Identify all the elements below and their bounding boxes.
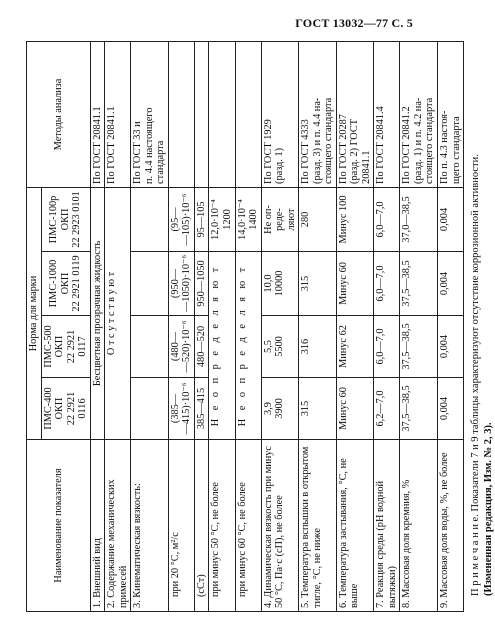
value-cell: [438, 252, 464, 316]
method-cell: [131, 41, 169, 187]
value-cell: [299, 316, 337, 378]
value-cell: [194, 252, 209, 316]
value-cell: [299, 378, 337, 440]
table-row: [336, 41, 374, 611]
value-cell: [194, 187, 209, 251]
grade-okp-label: ОКП: [59, 208, 71, 231]
method-line: По ГОСТ 33 и: [132, 121, 144, 184]
grade-header: [41, 252, 90, 316]
value-line: Минус 100: [337, 195, 349, 244]
value-line: 950—1050: [195, 260, 207, 307]
method-line: (разд. 1): [274, 147, 286, 184]
value-cell: [374, 187, 400, 251]
grade-okp-label: ОКП: [54, 397, 66, 420]
table-row: [105, 41, 131, 611]
value-cell: [194, 378, 209, 440]
grade-name: ПМС-1000: [48, 259, 60, 308]
value-cell: [438, 187, 464, 251]
method-cell: [168, 41, 194, 187]
grade-okp-code: 22 2921 0116: [65, 391, 89, 426]
value-line: 37,0—38,5: [401, 196, 413, 243]
indicator-cell: при 20 °С, м²/с: [168, 440, 194, 612]
method-cell: [105, 41, 131, 187]
value-cell: [336, 252, 374, 316]
value-cell: [261, 187, 299, 251]
value-line: Минус 60: [337, 262, 349, 305]
method-line: п. 4.4 настоящего: [143, 107, 155, 184]
value-cell: [168, 316, 194, 378]
table-row: [400, 41, 438, 611]
value-cell: [131, 378, 169, 440]
value-line: —105)·10⁻⁶: [181, 193, 193, 246]
value-cell: [209, 187, 235, 251]
method-cell: [235, 41, 261, 187]
value-line: 95—105: [195, 201, 207, 238]
method-line: По ГОСТ 1929: [262, 119, 274, 184]
value-cell: [336, 378, 374, 440]
merged-value-cell: Н е о п р е д е л я ю т: [209, 252, 235, 440]
value-cell: [168, 187, 194, 251]
method-line: щего стандарта: [450, 116, 462, 184]
value-line: 6,0—7,0: [375, 265, 387, 302]
indicator-cell: 3. Кинематическая вязкость:: [131, 440, 169, 612]
indicator-cell: 1. Внешний вид: [90, 440, 105, 612]
table-note: [469, 42, 495, 612]
value-cell: [168, 378, 194, 440]
value-cell: [336, 316, 374, 378]
value-line: Минус 60: [337, 387, 349, 430]
indicator-cell: 8. Массовая доля кремния, %: [400, 440, 438, 612]
table-row: [209, 41, 235, 611]
value-cell: [400, 378, 438, 440]
method-cell: [299, 41, 337, 187]
method-cell: [194, 41, 209, 187]
value-line: 37,5—38,5: [401, 260, 413, 307]
value-line: 14,0·10⁻⁴: [236, 199, 248, 240]
indicator-cell: при минус 60 °С, не более: [235, 440, 261, 612]
value-line: 0,004: [439, 207, 450, 232]
value-cell: [400, 316, 438, 378]
value-cell: [336, 187, 374, 251]
method-line: стандарта: [155, 140, 167, 184]
value-line: 5500: [274, 336, 286, 357]
value-line: (950—: [169, 268, 181, 299]
method-line: По ГОСТ 20841.1: [106, 106, 118, 184]
value-cell: [299, 252, 337, 316]
value-line: 10,0: [262, 274, 274, 293]
value-line: 0,004: [439, 396, 450, 421]
value-line: (480—: [169, 331, 181, 362]
grade-name: ПМС-500: [42, 325, 54, 368]
indicator-cell: 9. Массовая доля воды, %, не более: [438, 440, 464, 612]
value-line: —415)·10⁻⁶: [181, 382, 193, 435]
rotated-content: [26, 42, 495, 612]
method-header: Методы анализа: [27, 41, 91, 187]
table-row: [261, 41, 299, 611]
grade-okp-label: ОКП: [54, 335, 66, 358]
value-line: 316: [300, 338, 312, 355]
indicator-cell: 4. Динамическая вязкость при минус 50 °С, Па·с (сП), не более: [261, 440, 299, 612]
value-cell: [235, 187, 261, 251]
grade-okp-label: ОКП: [59, 272, 71, 295]
value-line: 0,004: [439, 334, 450, 359]
grade-header: [41, 316, 90, 378]
value-cell: [131, 252, 169, 316]
value-line: ляют: [285, 208, 297, 231]
grade-name: ПМС-100р: [48, 195, 60, 244]
value-line: (95—: [169, 207, 181, 232]
value-cell: [261, 252, 299, 316]
value-cell: [194, 316, 209, 378]
value-line: Минус 62: [337, 325, 349, 368]
table-row: [131, 41, 169, 611]
value-cell: [374, 252, 400, 316]
grade-okp-code: 22 2923 0101: [71, 191, 83, 248]
indicator-cell: при минус 50 °С, не более: [209, 440, 235, 612]
note-text: Показатели 7 и 9 таблицы характеризуют отсутствие коррозионной активности.: [470, 154, 482, 515]
value-line: 1400: [248, 209, 260, 230]
grade-name: ПМС-400: [42, 387, 54, 430]
value-cell: [400, 187, 438, 251]
grade-okp-code: 22 2921 0117: [65, 329, 89, 364]
value-line: 315: [300, 275, 312, 292]
value-line: (385—: [169, 393, 181, 424]
method-cell: [90, 41, 105, 187]
method-line: стоящего стандарта: [424, 97, 436, 184]
value-cell: [261, 378, 299, 440]
value-line: 37,5—38,5: [401, 323, 413, 370]
table-row: [235, 41, 261, 611]
method-line: По ГОСТ 20841.4: [375, 106, 387, 184]
rotated-table-stage: [26, 42, 495, 612]
value-cell: [168, 252, 194, 316]
indicator-cell: (сСт): [194, 440, 209, 612]
grade-okp-code: 22 2921 0119: [71, 255, 83, 312]
value-line: 37,5—38,5: [401, 385, 413, 432]
method-line: По ГОСТ 20841.1: [91, 106, 103, 184]
table-row: [168, 41, 194, 611]
edition-note: (Измененная редакция, Изм. № 2, 3).: [483, 422, 495, 596]
value-line: 3,9: [262, 402, 274, 415]
note-prefix: П р и м е ч а н и е.: [470, 514, 482, 596]
value-line: —1050)·10⁻⁶: [181, 254, 193, 312]
value-line: 3900: [274, 398, 286, 419]
value-line: 6,0—7,0: [375, 201, 387, 238]
value-cell: [261, 316, 299, 378]
norm-group-header: Норма для марки: [27, 187, 42, 439]
value-line: —520)·10⁻⁶: [181, 320, 193, 373]
value-line: 6,2—7,0: [375, 390, 387, 427]
method-line: (разд. 2) ГОСТ: [349, 118, 361, 184]
method-cell: [209, 41, 235, 187]
spec-table-body: [90, 41, 463, 611]
indicator-cell: 5. Температура вспышки в открытом тигле, °С, не ниже: [299, 440, 337, 612]
value-line: реде-: [274, 208, 286, 231]
merged-value-cell: Бесцветная прозрачная жидкость: [90, 187, 105, 439]
value-cell: [374, 378, 400, 440]
method-cell: [400, 41, 438, 187]
method-line: По ГОСТ 20841.2: [401, 106, 413, 184]
method-cell: [438, 41, 464, 187]
value-line: 0,004: [439, 271, 450, 296]
value-line: 10000: [274, 270, 286, 297]
value-line: 480—520: [195, 325, 207, 368]
value-line: 5,5: [262, 340, 274, 353]
value-cell: [131, 316, 169, 378]
merged-value-cell: Н е о п р е д е л я ю т: [235, 252, 261, 440]
method-line: (разд. 3) и п. 4.4 на-: [311, 97, 323, 184]
value-line: 385—415: [195, 387, 207, 430]
value-line: Не оп-: [262, 205, 274, 234]
value-line: 315: [300, 400, 312, 417]
indicator-cell: 6. Температура застывания, °С, не выше: [336, 440, 374, 612]
method-line: (разд. 1) и п. 4.2 на-: [412, 97, 424, 184]
merged-value-cell: О т с у т с т в у ю т: [105, 187, 131, 439]
indicator-header: Наименование показателя: [27, 440, 91, 612]
table-row: [194, 41, 209, 611]
indicator-cell: 2. Содержание механических примесей: [105, 440, 131, 612]
method-line: стоящего стандарта: [323, 97, 335, 184]
grade-header: [41, 187, 90, 251]
method-line: 20841.1: [360, 150, 372, 184]
value-line: 6,0—7,0: [375, 328, 387, 365]
table-row: [438, 41, 464, 611]
grade-header: [41, 378, 90, 440]
value-line: 1200: [221, 209, 233, 230]
table-row: [374, 41, 400, 611]
method-line: По ГОСТ 4333: [300, 119, 312, 184]
value-line: 12,0·10⁻⁴: [210, 199, 222, 240]
value-cell: [400, 252, 438, 316]
value-line: 280: [300, 211, 312, 228]
method-cell: [336, 41, 374, 187]
value-cell: [131, 187, 169, 251]
table-row: [90, 41, 105, 611]
spec-table: [26, 41, 464, 612]
indicator-cell: 7. Реакция среды (pH водной вытяжки): [374, 440, 400, 612]
page-header: ГОСТ 13032—77 С. 5: [295, 16, 413, 30]
method-line: По п. 4.3 настоя-: [439, 110, 450, 184]
value-cell: [438, 316, 464, 378]
value-cell: [299, 187, 337, 251]
method-line: По ГОСТ 20287: [337, 114, 349, 184]
method-cell: [261, 41, 299, 187]
value-cell: [374, 316, 400, 378]
table-row: [299, 41, 337, 611]
method-cell: [374, 41, 400, 187]
value-cell: [438, 378, 464, 440]
